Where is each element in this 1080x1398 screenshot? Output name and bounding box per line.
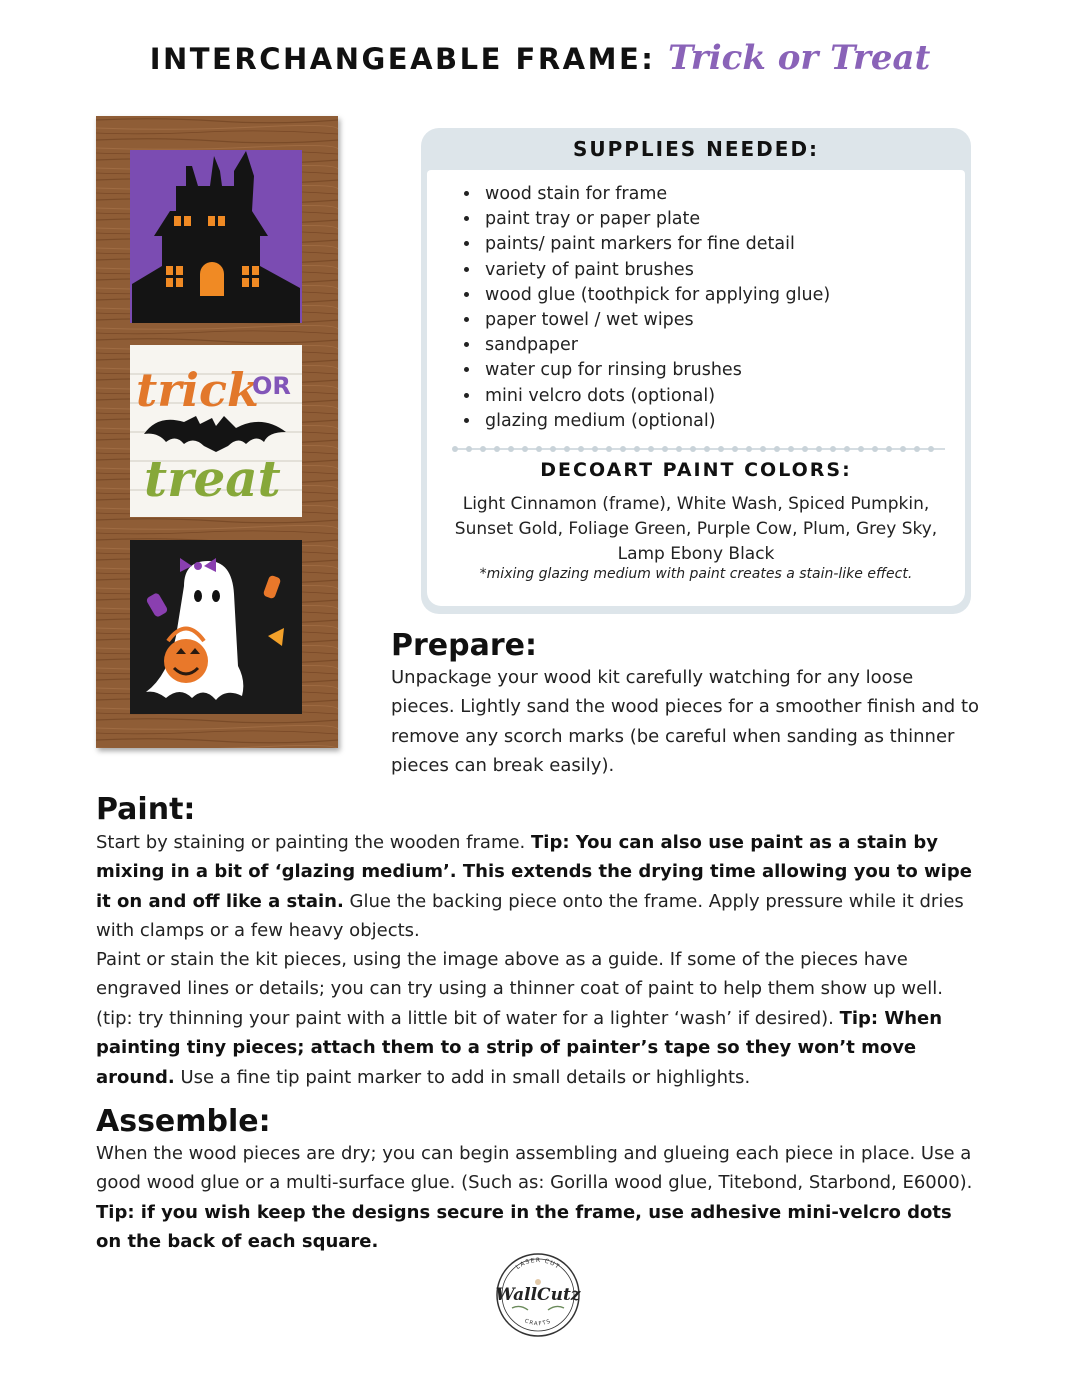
divider-dot (550, 446, 556, 452)
frame-svg (96, 116, 338, 748)
divider-dot (816, 446, 822, 452)
paint-tip: Tip: When painting tiny pieces; attach them to a strip of painter’s tape so they won’t move around. (96, 1007, 943, 1088)
wallcutz-logo (490, 1250, 586, 1340)
divider-dot (788, 446, 794, 452)
supplies-list (457, 182, 830, 434)
assemble-heading: Assemble: (96, 1104, 271, 1139)
divider-dot (676, 446, 682, 452)
colors-text: Light Cinnamon (frame), White Wash, Spiced Pumpkin, Sunset Gold, Foliage Green, Purple Cow, Plum, Grey Sky, Lamp Ebony Black (454, 494, 938, 564)
divider-dot (592, 446, 598, 452)
supplies-content (427, 170, 965, 606)
divider-dot (564, 446, 570, 452)
supplies-box (421, 128, 971, 614)
dotted-divider (449, 445, 949, 453)
divider-dot (746, 446, 752, 452)
divider-dot (634, 446, 640, 452)
colors-heading: DECOART PAINT COLORS: (540, 459, 852, 481)
divider-dot (732, 446, 738, 452)
divider-dot (704, 446, 710, 452)
paint-heading: Paint: (96, 792, 196, 827)
assemble-body: When the wood pieces are dry; you can begin assembling and glueing each piece in place. Use a good wood glue or a multi-surface glue. (Such as: Gorilla wood glue, Titebond, Starbond, E6000). (96, 1143, 973, 1194)
colors-note: *mixing glazing medium with paint creates a stain-like effect. (479, 566, 913, 582)
paint-text: Use a fine tip paint marker to add in small details or highlights. (174, 1066, 751, 1088)
list-item: • paper towel / wet wipes (481, 308, 830, 333)
divider-dot (690, 446, 696, 452)
divider-dot (480, 446, 486, 452)
divider-dot (508, 446, 514, 452)
divider-dot (578, 446, 584, 452)
list-item: • wood glue (toothpick for applying glue) (481, 283, 830, 308)
ghost-panel (130, 540, 302, 714)
title-script: Trick or Treat (667, 38, 931, 78)
page-title (0, 38, 1080, 78)
list-item: • glazing medium (optional) (481, 409, 830, 434)
divider-dot (452, 446, 458, 452)
logo-top-text: LASER CUT (514, 1256, 562, 1271)
list-item: • paints/ paint markers for fine detail (481, 232, 830, 257)
divider-dot (928, 446, 934, 452)
divider-dot (872, 446, 878, 452)
prepare-text: Unpackage your wood kit carefully watching for any loose pieces. Lightly sand the wood pieces for a smoother finish and to remove any scorch marks (be careful when sanding as thinner pieces can break easily). (391, 667, 980, 777)
paint-text: Glue the backing piece onto the frame. Apply pressure while it dries with clamps or a few heavy objects. (96, 890, 964, 942)
haunted-house-panel (130, 150, 302, 323)
list-item: • variety of paint brushes (481, 258, 830, 283)
divider-dot (648, 446, 654, 452)
paint-paragraph-2 (96, 945, 982, 1092)
divider-dot (900, 446, 906, 452)
divider-dot (844, 446, 850, 452)
divider-dot (886, 446, 892, 452)
paint-tip: Tip: You can also use paint as a stain by mixing in a bit of ‘glazing medium’. This extends the drying time allowing you to wipe it on and off like a stain. (96, 832, 972, 912)
paint-paragraph-1 (96, 828, 982, 946)
divider-dot (858, 446, 864, 452)
divider-dot (914, 446, 920, 452)
logo-name: WallCutz (495, 1285, 581, 1305)
divider-dot (466, 446, 472, 452)
divider-dot (802, 446, 808, 452)
divider-dot (494, 446, 500, 452)
divider-dot (522, 446, 528, 452)
list-item: • water cup for rinsing brushes (481, 358, 830, 383)
divider-dot (606, 446, 612, 452)
title-main: INTERCHANGEABLE FRAME: (149, 42, 656, 76)
logo-bottom-text: CRAFTS (523, 1318, 553, 1328)
divider-dot (536, 446, 542, 452)
paint-text: Paint or stain the kit pieces, using the image above as a guide. If some of the pieces have engraved lines or details; you can try using a thinner coat of paint to help them show up well. (tip: try thinning your paint with a little bit of water for a lighter ‘wash’ if desired). (96, 949, 943, 1029)
or-text: OR (252, 372, 291, 400)
prepare-heading: Prepare: (391, 628, 537, 663)
divider-dot (620, 446, 626, 452)
list-item: • sandpaper (481, 333, 830, 358)
list-item: • mini velcro dots (optional) (481, 384, 830, 409)
assemble-text (96, 1139, 982, 1257)
pumpkin-bucket-icon (164, 639, 208, 683)
divider-dot (718, 446, 724, 452)
treat-text: treat (144, 449, 281, 508)
frame-illustration (96, 116, 338, 748)
paint-text: Start by staining or painting the wooden frame. (96, 832, 531, 853)
assemble-tip: Tip: if you wish keep the designs secure in the frame, use adhesive mini-velcro dots on the back of each square. (96, 1201, 952, 1253)
trick-or-treat-panel (130, 345, 302, 517)
divider-dot (662, 446, 668, 452)
supplies-heading: SUPPLIES NEEDED: (572, 137, 820, 161)
trick-text: trick (136, 363, 259, 417)
list-item: • wood stain for frame (481, 182, 830, 207)
list-item: • paint tray or paper plate (481, 207, 830, 232)
divider-dot (760, 446, 766, 452)
divider-dot (830, 446, 836, 452)
flower-icon (535, 1279, 541, 1285)
divider-dot (774, 446, 780, 452)
